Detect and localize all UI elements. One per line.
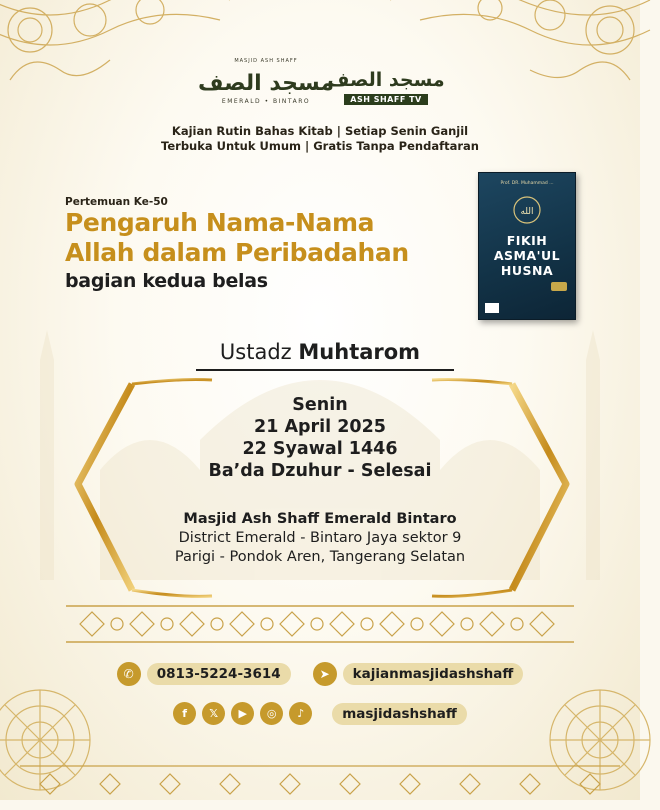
- logo-bar: [0, 58, 640, 105]
- facebook-icon[interactable]: f: [173, 702, 196, 725]
- whatsapp-number[interactable]: 0813-5224-3614: [147, 663, 291, 685]
- tiktok-icon[interactable]: ♪: [289, 702, 312, 725]
- speaker-underline: [196, 369, 454, 371]
- masjid-logo: [198, 58, 334, 105]
- masjid-logo-mark: [198, 64, 334, 98]
- bottom-ornamental-band: [0, 762, 640, 800]
- ornamental-band: [0, 604, 640, 644]
- lecture-subtitle: bagian kedua belas: [65, 270, 268, 292]
- venue-name: Masjid Ash Shaff Emerald Bintaro: [183, 511, 457, 527]
- intro-line-1: Kajian Rutin Bahas Kitab | Setiap Senin Ganjil: [171, 124, 469, 138]
- ashshaff-tv-logo-sub-text: ASH SHAFF TV: [344, 94, 427, 105]
- social-row: [0, 702, 640, 725]
- svg-text:الله: الله: [520, 207, 534, 217]
- venue-address-2: Parigi - Pondok Aren, Tangerang Selatan: [174, 549, 466, 565]
- schedule-date-hijri: 22 Syawal 1446: [242, 439, 398, 459]
- book-cover: [478, 172, 576, 320]
- book-author: Prof. DR. Muhammad ...: [500, 181, 554, 186]
- schedule: [0, 394, 640, 482]
- social-handle[interactable]: masjidashshaff: [332, 703, 467, 725]
- whatsapp-contact[interactable]: [117, 662, 291, 686]
- schedule-time: Ba’da Dzuhur - Selesai: [208, 461, 432, 481]
- speaker: [0, 340, 640, 364]
- book-title: [479, 233, 575, 278]
- whatsapp-icon: ✆: [117, 662, 141, 686]
- lecture-title-line-1: Pengaruh Nama-Nama: [65, 208, 375, 237]
- masjid-logo-top-text: MASJID ASH SHAFF: [234, 58, 298, 64]
- contact-row: [0, 662, 640, 686]
- svg-text:مسجد الصف: مسجد الصف: [327, 69, 445, 91]
- publisher-logo: [485, 303, 499, 313]
- book-title-line-1: FIKIH: [506, 233, 548, 248]
- speaker-name: Muhtarom: [298, 340, 421, 364]
- schedule-date-masehi: 21 April 2025: [254, 417, 386, 437]
- x-icon[interactable]: 𝕏: [202, 702, 225, 725]
- lecture-title: [65, 208, 475, 268]
- schedule-day: Senin: [292, 395, 348, 415]
- telegram-contact[interactable]: [313, 662, 524, 686]
- book-badge: [551, 282, 567, 291]
- masjid-logo-sub-text: EMERALD • BINTARO: [221, 98, 311, 105]
- instagram-icon[interactable]: ◎: [260, 702, 283, 725]
- ashshaff-tv-logo: [327, 60, 445, 105]
- speaker-prefix: Ustadz: [219, 340, 292, 364]
- venue-address-1: District Emerald - Bintaro Jaya sektor 9: [178, 530, 462, 546]
- book-emblem-icon: [512, 195, 542, 225]
- intro-text: [0, 124, 640, 154]
- book-title-line-3: HUSNA: [500, 263, 554, 278]
- telegram-handle[interactable]: kajianmasjidashshaff: [343, 663, 524, 685]
- lecture-title-line-2: Allah dalam Peribadahan: [65, 238, 409, 267]
- venue: [0, 510, 640, 567]
- meeting-number: Pertemuan Ke-50: [65, 196, 168, 208]
- svg-text:مسجد الصف: مسجد الصف: [198, 71, 334, 96]
- intro-line-2: Terbuka Untuk Umum | Gratis Tanpa Pendaftaran: [161, 139, 479, 153]
- telegram-icon: ➤: [313, 662, 337, 686]
- ashshaff-tv-logo-mark: [327, 60, 445, 94]
- book-title-line-2: ASMA'UL: [493, 248, 561, 263]
- youtube-icon[interactable]: ▶: [231, 702, 254, 725]
